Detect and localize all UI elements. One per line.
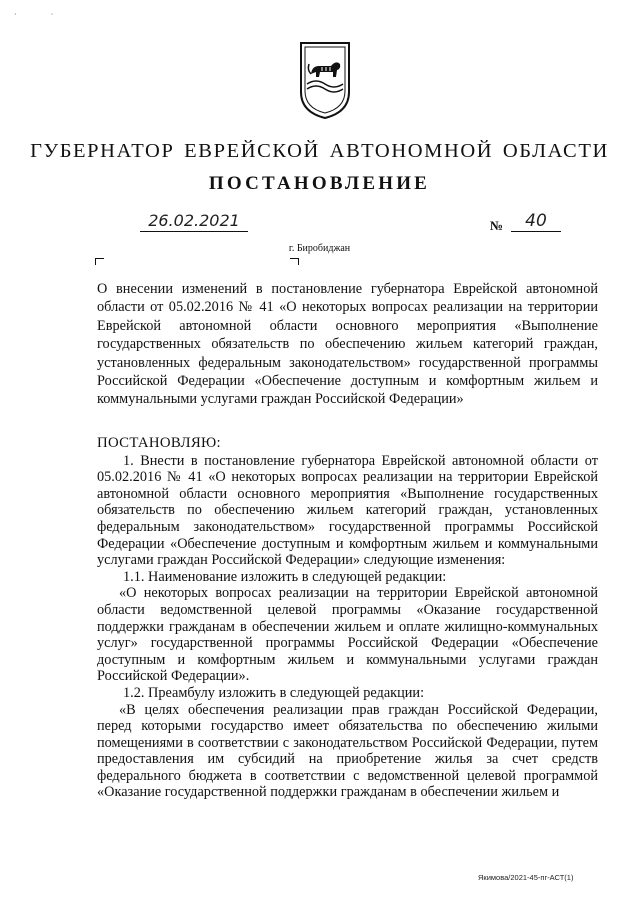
scan-specks: · ·: [14, 10, 70, 19]
document-body: [97, 435, 598, 801]
number-sign: №: [490, 218, 504, 233]
resolve-heading: ПОСТАНОВЛЯЮ:: [97, 435, 221, 451]
document-type: ПОСТАНОВЛЕНИЕ: [208, 173, 431, 194]
clause-1: 1. Внести в постановление губернатора Еврейской автономной области от 05.02.2016 № 41 «О некоторых вопросах реализации на территории Еврейской автономной области основного мероприятия «Выполнение государственных обязательств по обеспечению жильем категорий граждан, установленных федеральным законодательством» государственной программы Российской Федерации «Обеспечение доступным и комфортным жильем и коммунальными услугами граждан Российской Федерации» следующие изменения:: [97, 452, 598, 569]
footer-code: Якимова/2021-45-пг-АСТ(1): [478, 873, 574, 882]
corner-mark-left: [95, 258, 104, 265]
signed-date: 26.02.2021: [140, 211, 248, 232]
issuer-title: ГУБЕРНАТОР ЕВРЕЙСКОЙ АВТОНОМНОЙ ОБЛАСТИ: [30, 140, 609, 162]
city-label: г. Биробиджан: [288, 243, 351, 254]
clause-1-2-text: «В целях обеспечения реализации прав граждан Российской Федерации, перед которыми государство имеет обязательства по обеспечению жилыми помещениями в соответствии с законодательством Российской Федерации, путем предоставления им субсидий на приобретение жилья за счет средств федерального бюджета в соответствии с ведомственной целевой программой «Оказание государственной поддержки гражданам в обеспечении жильем и: [97, 701, 598, 801]
corner-mark-right: [290, 258, 299, 265]
document-number: 40: [511, 211, 561, 232]
document-subject: О внесении изменений в постановление губернатора Еврейской автономной области от 05.02.2016 № 41 «О некоторых вопросах реализации на территории Еврейской автономной области основного мероприятия «Выполнение государственных обязательств по обеспечению жильем категорий граждан, установленных федеральным законодательством» государственной программы Российской Федерации «Обеспечение доступным и комфортным жильем и коммунальными услугами граждан Российской Федерации»: [97, 281, 598, 408]
clause-1-2: 1.2. Преамбулу изложить в следующей редакции:: [123, 684, 425, 701]
clause-1-1: 1.1. Наименование изложить в следующей редакции:: [123, 568, 447, 585]
coat-of-arms-emblem: [298, 40, 352, 120]
clause-1-1-text: «О некоторых вопросах реализации на территории Еврейской автономной области ведомственной целевой программы «Оказание государственной поддержки гражданам в обеспечении жильем и оплате жилищно-коммунальных услуг» государственной программы Российской Федерации «Обеспечение доступным и комфортным жильем и коммунальными услугами граждан Российской Федерации».: [97, 585, 598, 685]
